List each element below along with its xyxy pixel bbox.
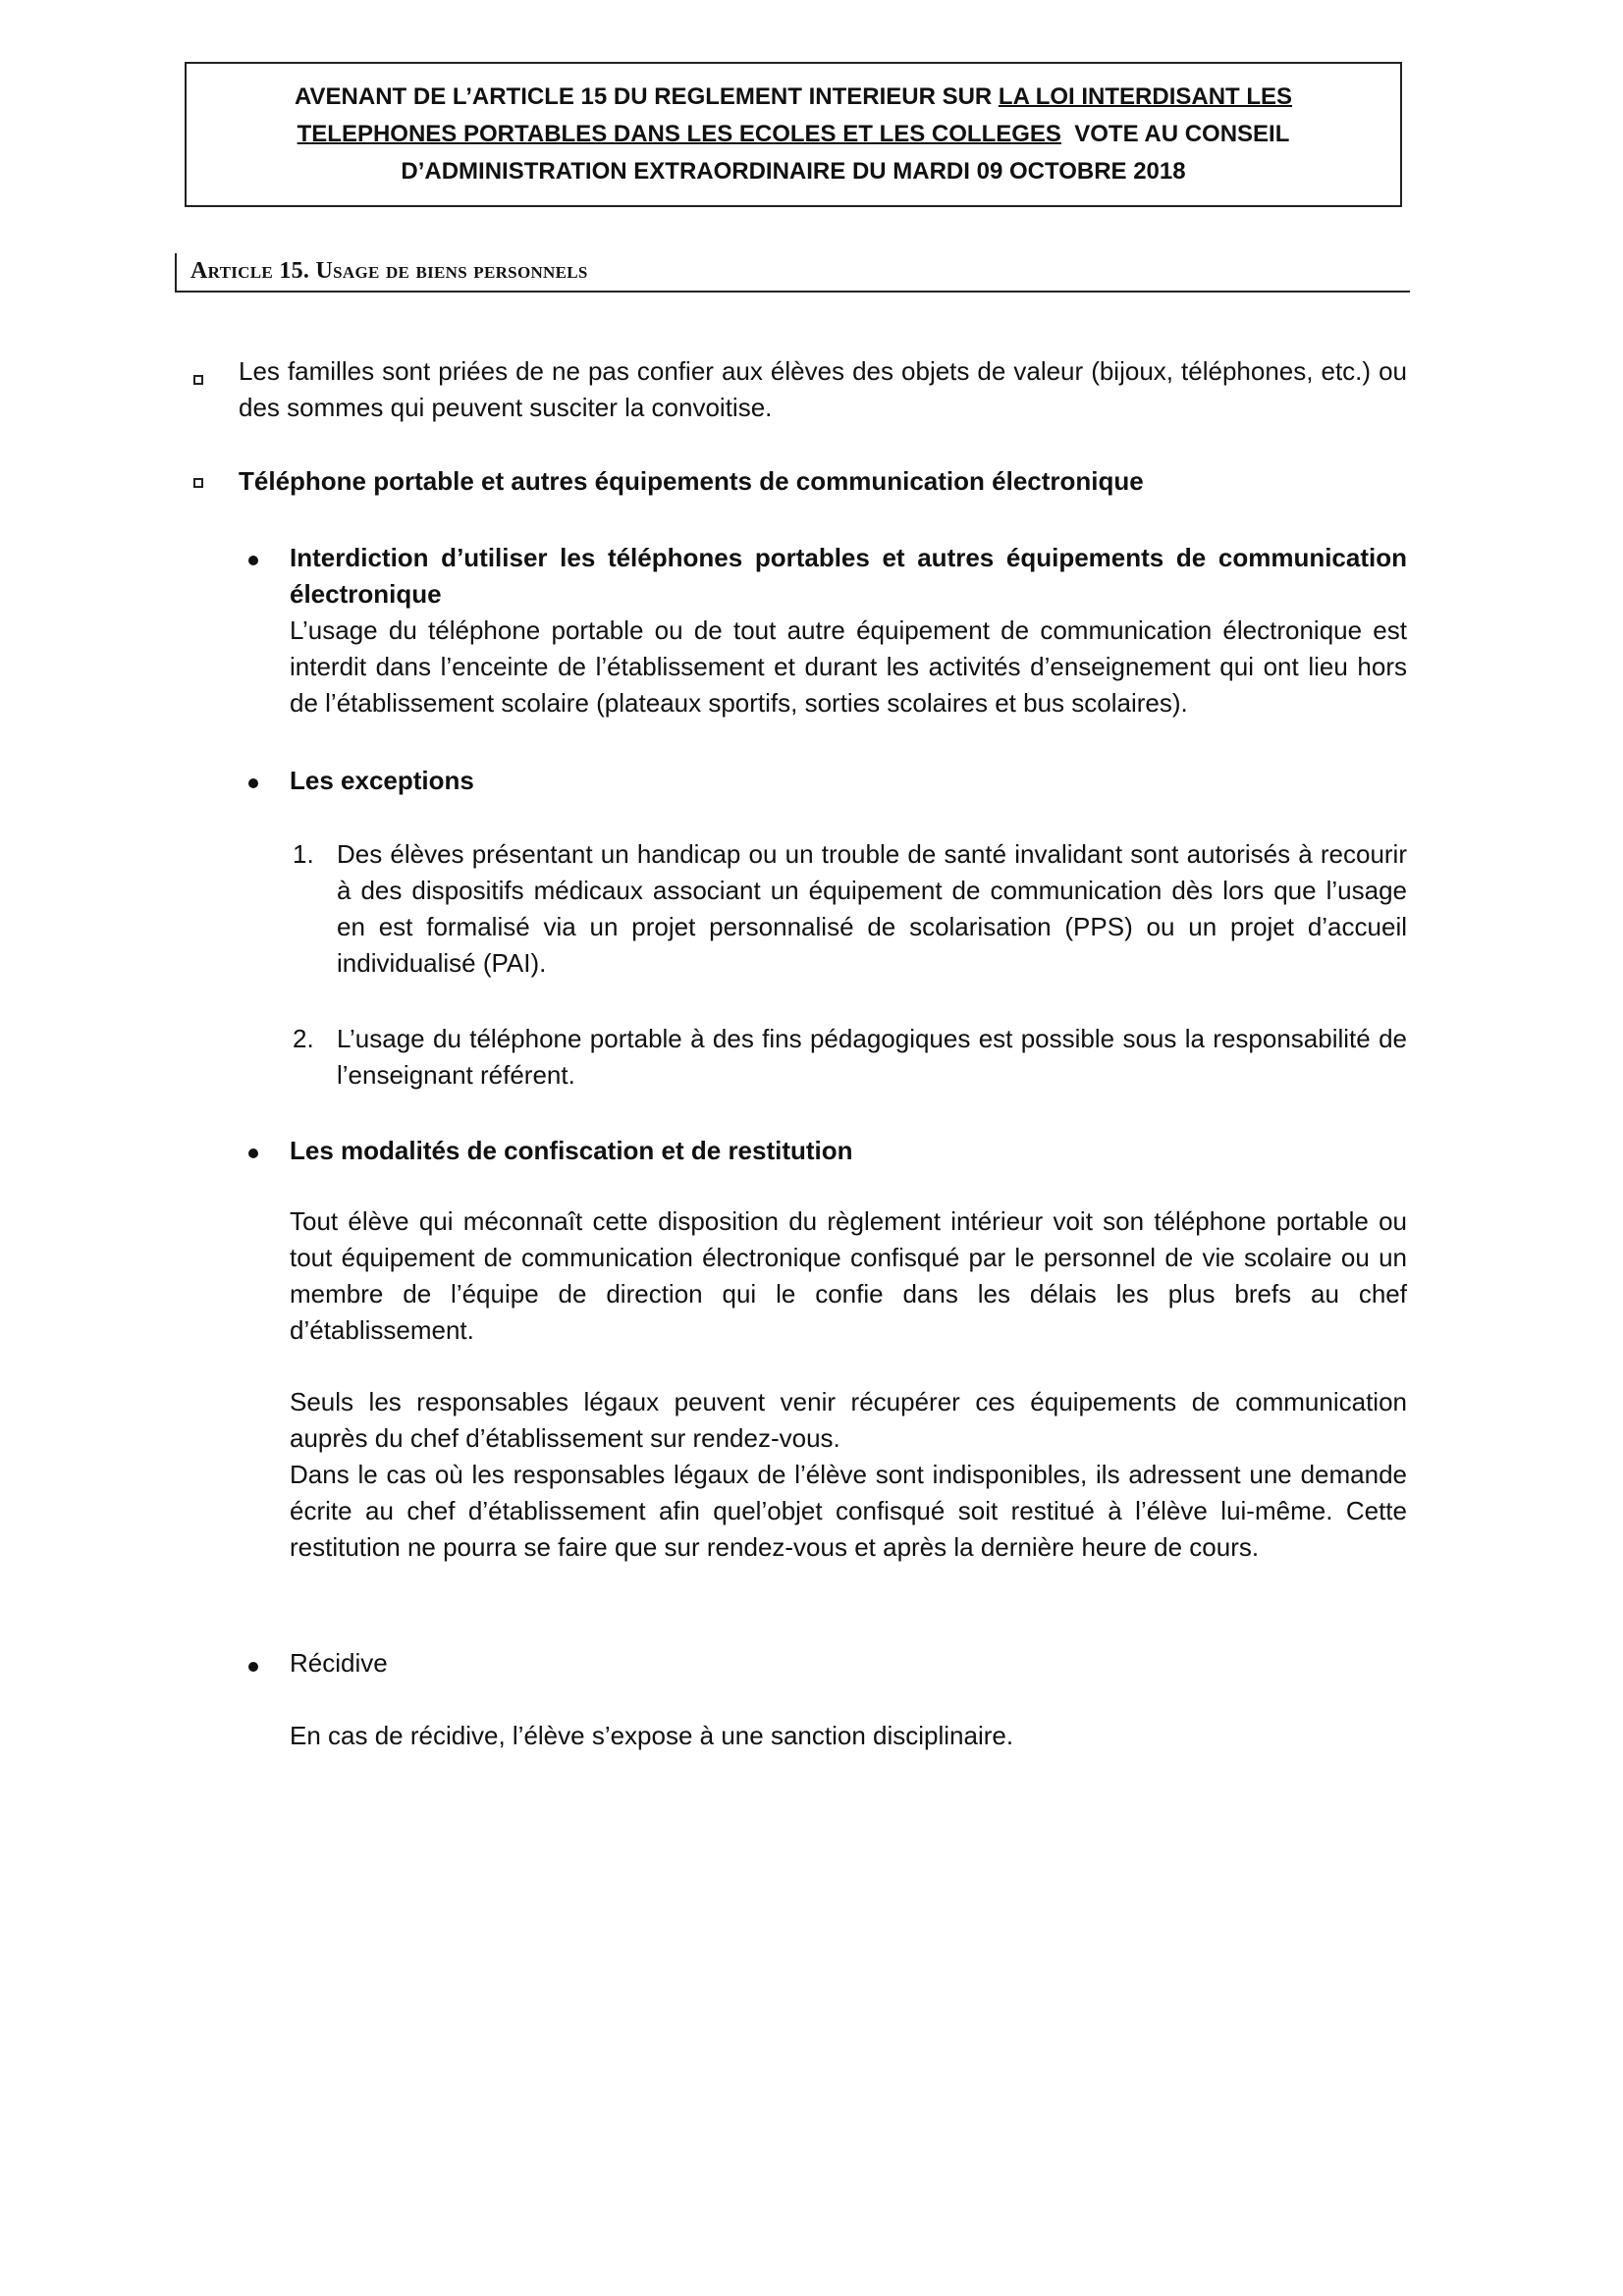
interdiction-body: L’usage du téléphone portable ou de tout autre équipement de communication électronique est interdit dans l’enceinte de l’établissement et durant les activités d’enseignement qui ont lieu hors de l’établissement scolaire (plateaux sportifs, sorties scolaires et bus scolaires). <box>290 615 1407 718</box>
square-bullet-icon <box>193 478 203 488</box>
header-line-1-underlined: LA LOI INTERDISANT LES <box>998 83 1293 110</box>
modalites-paragraph-3: Dans le cas où les responsables légaux de l’élève sont indisponibles, ils adressent une demande écrite au chef d’établissement afin quel’objet confisqué soit restitué à l’élève lui-même. Cette restitution ne pourra se faire que sur rendez-vous et après la dernière heure de cours. <box>290 1460 1407 1562</box>
article-heading: Article 15. Usage de biens personnels <box>175 253 1410 293</box>
header-line-2-underlined: TELEPHONES PORTABLES DANS LES ECOLES ET LES COLLEGES <box>297 121 1061 147</box>
header-line-2 <box>298 116 1290 153</box>
header-line-2-part-b: VOTE AU CONSEIL <box>1060 121 1290 147</box>
modalites-paragraph-2: Seuls les responsables légaux peuvent venir récupérer ces équipements de communication auprès du chef d’établissement sur rendez-vous. <box>290 1387 1407 1453</box>
header-box <box>185 62 1402 207</box>
modalites-paragraph-1: Tout élève qui méconnaît cette disposition du règlement intérieur voit son téléphone portable ou tout équipement de communication électronique confisqué par le personnel de vie scolaire ou un membre de l’équipe de direction qui le confie dans les délais les plus brefs au chef d’établissement. <box>290 1206 1407 1345</box>
exception-number: 1. <box>293 839 314 869</box>
recidive-text: En cas de récidive, l’élève s’expose à une sanction disciplinaire. <box>290 1721 1014 1750</box>
recidive-title: Récidive <box>290 1648 388 1678</box>
bullet-dot-icon <box>248 556 258 565</box>
bullet-dot-icon <box>248 1662 258 1672</box>
section2-title: Téléphone portable et autres équipements de communication électronique <box>239 466 1144 496</box>
section1-text: Les familles sont priées de ne pas confier aux élèves des objets de valeur (bijoux, téléphones, etc.) ou des sommes qui peuvent susciter la convoitise. <box>239 356 1407 422</box>
exception-item-text: L’usage du téléphone portable à des fins pédagogiques est possible sous la responsabilité de l’enseignant référent. <box>337 1024 1407 1090</box>
bullet-dot-icon <box>248 1148 258 1158</box>
exceptions-title: Les exceptions <box>290 766 474 795</box>
interdiction-title: Interdiction d’utiliser les téléphones portables et autres équipements de communication électronique <box>290 543 1407 609</box>
header-line-3: D’ADMINISTRATION EXTRAORDINAIRE DU MARDI 09 OCTOBRE 2018 <box>401 158 1186 185</box>
bullet-dot-icon <box>248 778 258 788</box>
header-line-1-part-a: AVENANT DE L’ARTICLE 15 DU REGLEMENT INTERIEUR SUR <box>294 83 999 110</box>
modalites-title: Les modalités de confiscation et de restitution <box>290 1136 853 1165</box>
header-line-1 <box>295 79 1292 116</box>
exception-item-text: Des élèves présentant un handicap ou un trouble de santé invalidant sont autorisés à recourir à des dispositifs médicaux associant un équipement de communication dès lors que l’usage en est formalisé via un projet personnalisé de scolarisation (PPS) ou un projet d’accueil individualisé (PAI). <box>337 839 1407 978</box>
exception-number: 2. <box>293 1024 314 1053</box>
square-bullet-icon <box>193 375 203 385</box>
